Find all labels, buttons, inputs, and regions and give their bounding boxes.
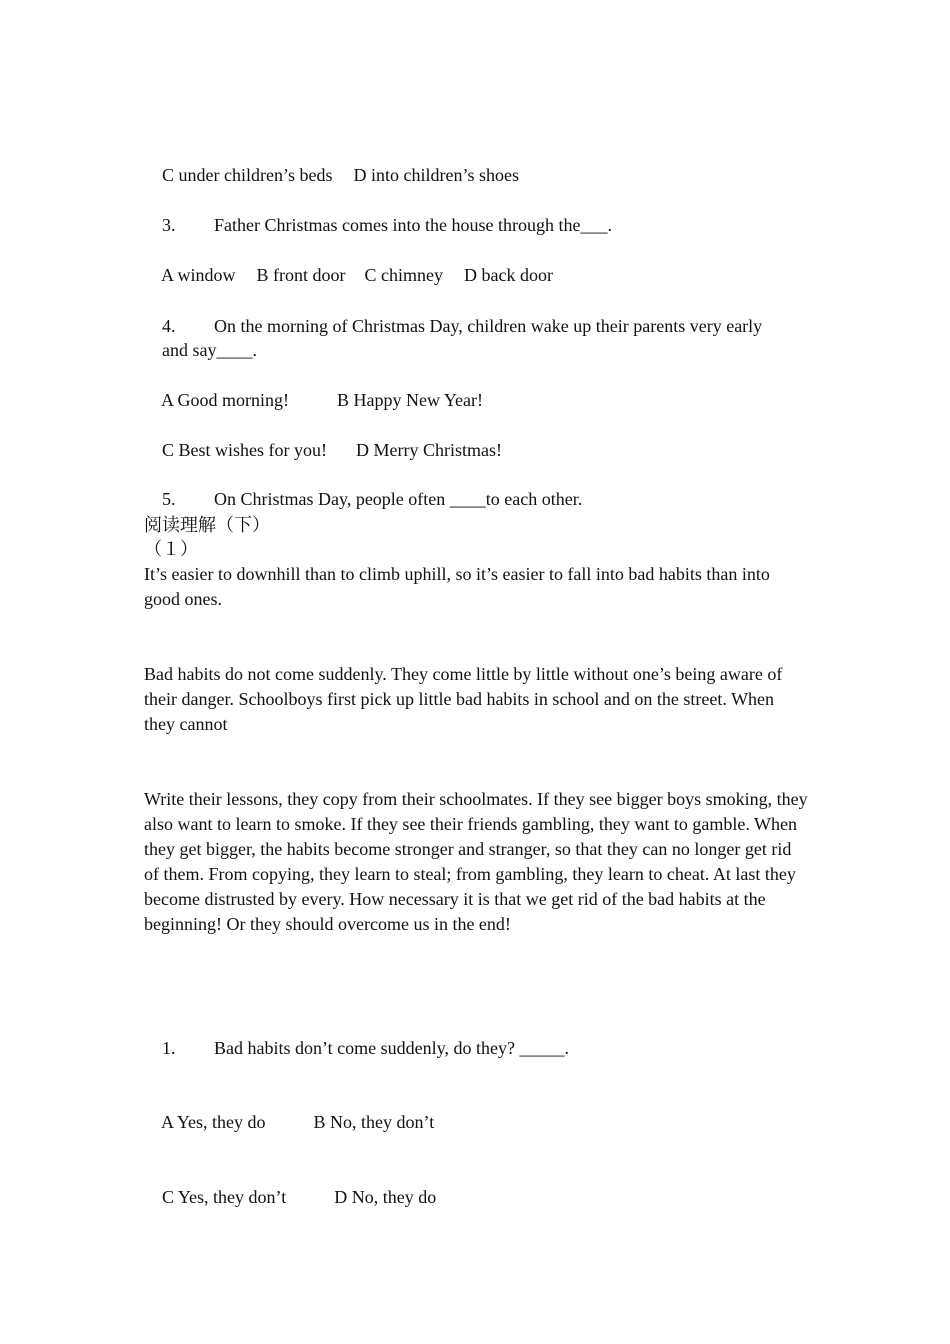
question-number: 1. <box>162 1038 176 1058</box>
option-c: C chimney <box>364 265 444 285</box>
option-c: C Best wishes for you! <box>162 440 327 460</box>
option-c: C Yes, they don’t <box>162 1187 287 1207</box>
option-a: A window <box>161 265 236 285</box>
question-text: Father Christmas comes into the house through the___. <box>214 215 612 235</box>
passage-paragraph-1: It’s easier to downhill than to climb uphill, so it’s easier to fall into bad habits than into good ones. <box>144 564 770 609</box>
question-text-line2: and say____. <box>162 340 257 360</box>
option-d: D No, they do <box>334 1187 437 1207</box>
option-d: D Merry Christmas! <box>356 440 502 460</box>
question-number: 5. <box>162 489 176 509</box>
option-d: D into children’s shoes <box>353 165 519 185</box>
q1-options-ab <box>144 1086 434 1158</box>
option-b: B Happy New Year! <box>337 390 483 410</box>
q1-options-cd <box>144 1161 436 1233</box>
question-number: 3. <box>162 215 176 235</box>
option-b: B front door <box>256 265 346 285</box>
section-heading: 阅读理解（下） <box>144 515 270 535</box>
option-a: A Good morning! <box>161 390 290 410</box>
option-b: B No, they don’t <box>313 1112 435 1132</box>
option-d: D back door <box>464 265 554 285</box>
question-text: On Christmas Day, people often ____to each other. <box>214 489 583 509</box>
passage-paragraph-3: Write their lessons, they copy from their schoolmates. If they see bigger boys smoking, they also want to learn to smoke. If they see their friends gambling, they want to gamble. When they get bigger, the habits become stronger and stranger, so that they can no longer get rid of them. From copying, they learn to steal; from gambling, they learn to cheat. At last they become distrusted by every. How necessary it is that we get rid of the bad habits at the beginning! Or they should overcome us in the end! <box>144 789 808 934</box>
question-1 <box>144 1012 569 1084</box>
question-number: 4. <box>162 316 176 336</box>
option-a: A Yes, they do <box>161 1112 266 1132</box>
question-text-line1: On the morning of Christmas Day, children wake up their parents very early <box>214 316 763 336</box>
section-subheading: （１） <box>144 539 198 559</box>
passage-paragraph-2: Bad habits do not come suddenly. They come little by little without one’s being aware of their danger. Schoolboys first pick up little bad habits in school and on the street. When they cannot <box>144 664 783 734</box>
question-text: Bad habits don’t come suddenly, do they? _____. <box>214 1038 569 1058</box>
option-c: C under children’s beds <box>162 165 333 185</box>
